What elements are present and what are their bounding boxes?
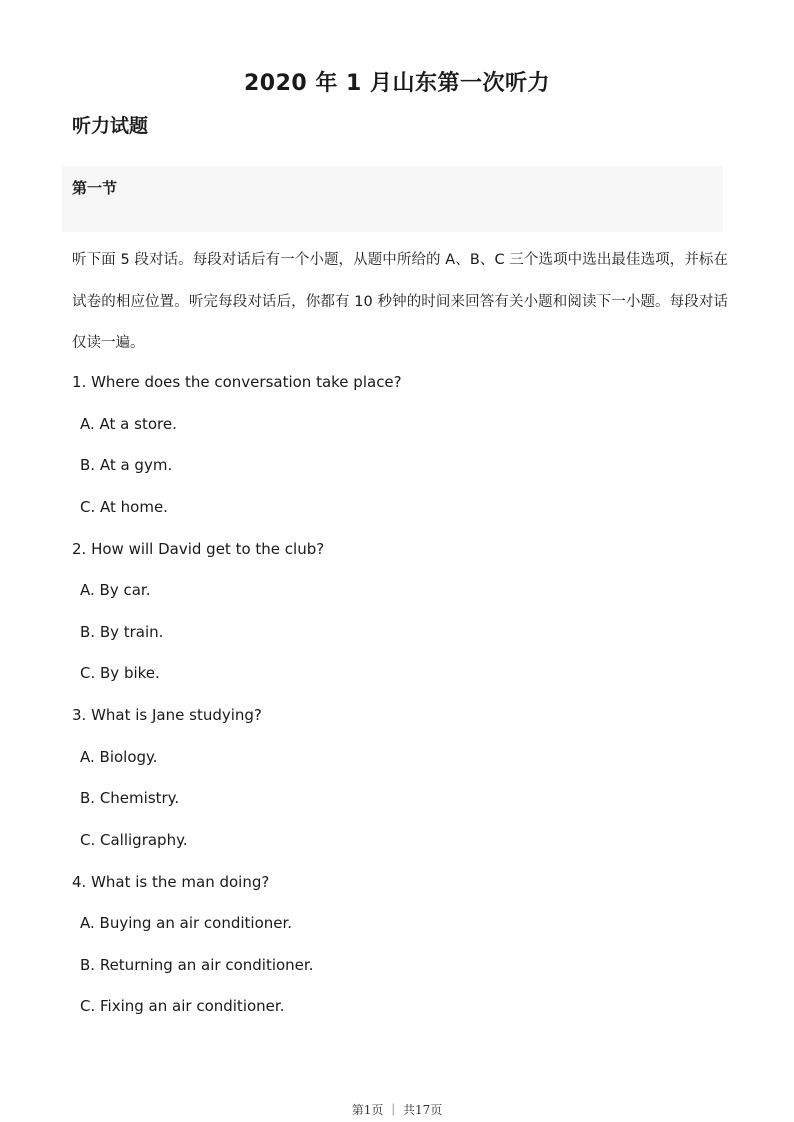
answer-option: A. Buying an air conditioner. bbox=[80, 914, 293, 933]
page-title: 2020 年 1 月山东第一次听力 bbox=[243, 71, 551, 96]
question-stem: 1. Where does the conversation take place? bbox=[72, 373, 402, 391]
question-block-3 bbox=[72, 703, 732, 869]
answer-option: A. Biology. bbox=[80, 747, 158, 766]
answer-option: C. Calligraphy. bbox=[80, 830, 188, 849]
answer-option: A. By car. bbox=[80, 581, 151, 600]
part-header-box bbox=[62, 166, 723, 232]
question-block-1 bbox=[72, 370, 732, 536]
answer-option: B. At a gym. bbox=[80, 456, 173, 475]
answer-option: A. At a store. bbox=[80, 414, 177, 433]
answer-option: C. Fixing an air conditioner. bbox=[80, 997, 285, 1016]
answer-option: B. Chemistry. bbox=[80, 789, 180, 808]
answer-option: B. By train. bbox=[80, 622, 164, 641]
part-label: 第一节 bbox=[72, 179, 118, 197]
question-stem: 2. How will David get to the club? bbox=[72, 539, 325, 558]
section-heading: 听力试题 bbox=[72, 115, 149, 137]
question-stem: 4. What is the man doing? bbox=[72, 872, 270, 891]
question-block-2 bbox=[72, 537, 732, 703]
page-footer: 第1页 ｜ 共17页 bbox=[351, 1103, 443, 1117]
instructions-paragraph: 听下面 5 段对话。每段对话后有一个小题，从题中所给的 A、B、C 三个选项中选出最佳选项，并标在试卷的相应位置。听完每段对话后，你都有 10 秒钟的时间来回答有关小题和阅读下一小题。每段对话仅读一遍。 bbox=[72, 252, 728, 351]
answer-option: C. At home. bbox=[80, 497, 168, 516]
question-stem: 3. What is Jane studying? bbox=[72, 706, 262, 724]
answer-option: B. Returning an air conditioner. bbox=[80, 955, 314, 974]
answer-option: C. By bike. bbox=[80, 664, 160, 683]
question-block-4 bbox=[72, 870, 732, 1036]
